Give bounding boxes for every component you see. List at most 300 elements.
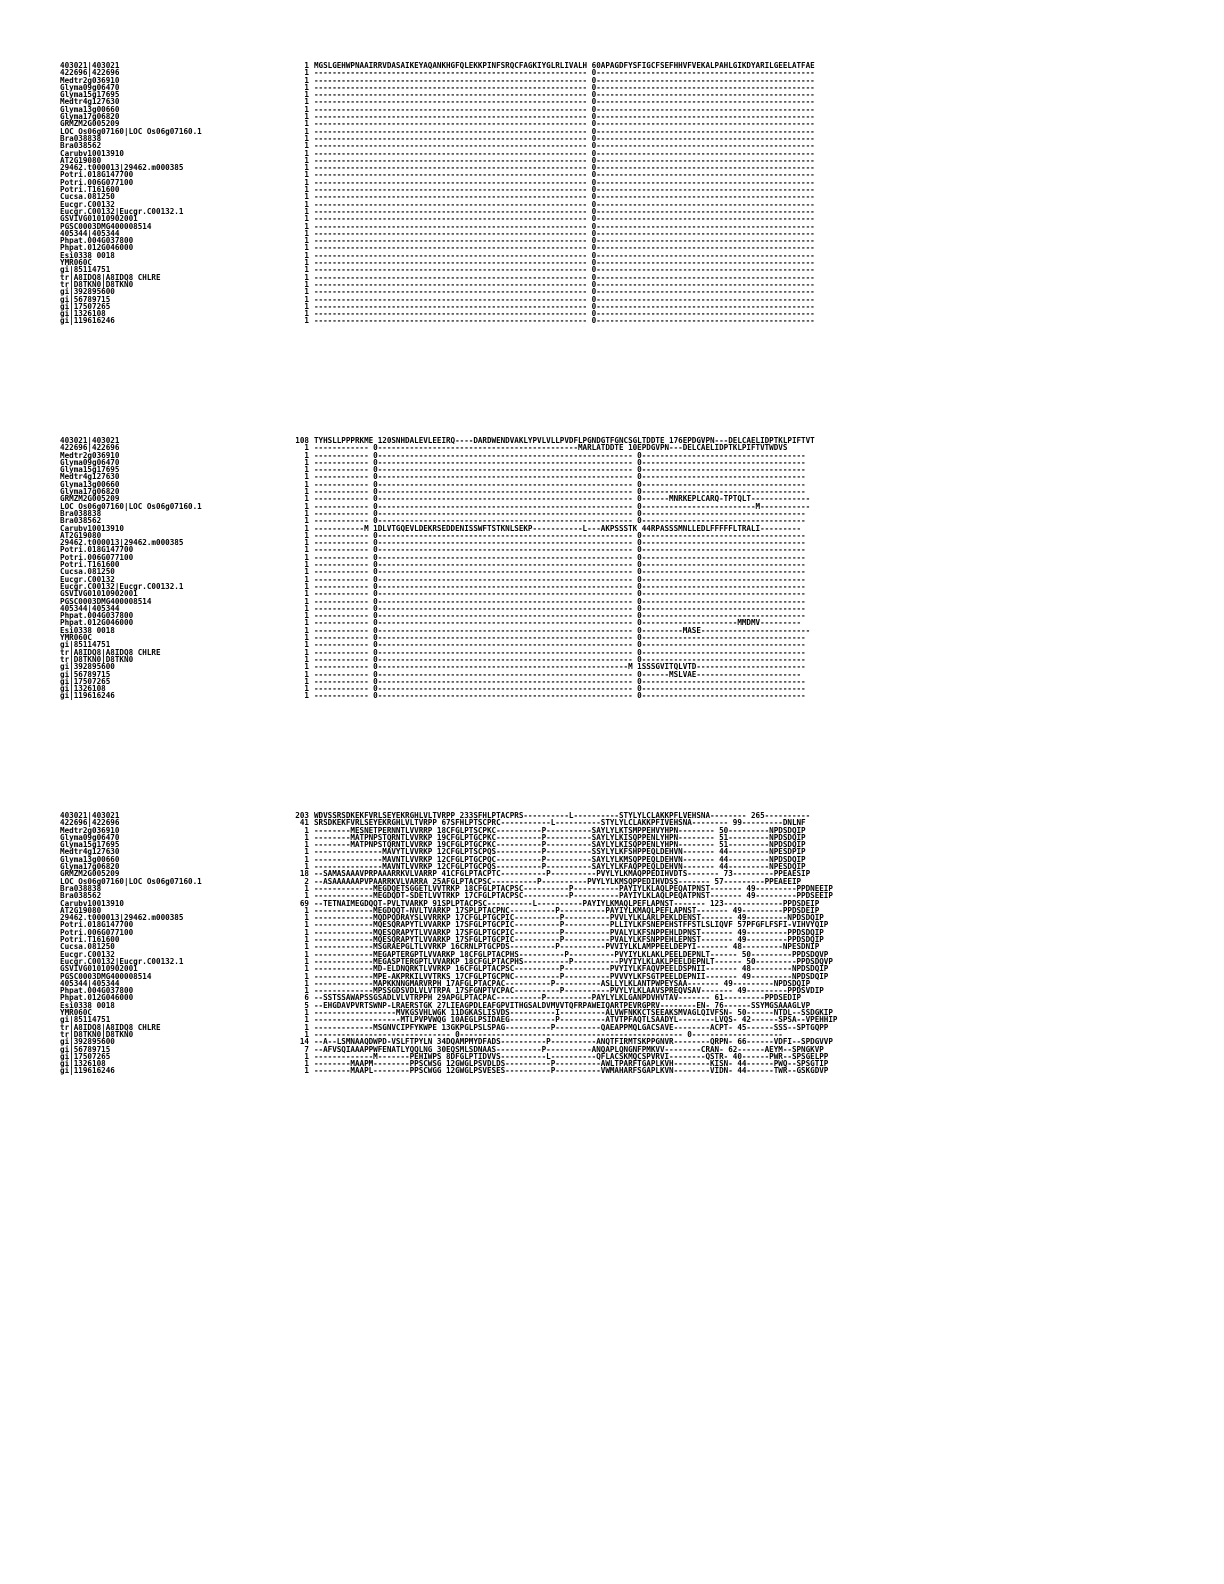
sequence-residues: ------------------MVKGSVHLWGK 11DGKASLISVDS----------I----------ALVWFNKKCTSEEAKSMVAGLQIVFSN- 50------NTDL--SSDGKIP	[314, 1008, 833, 1018]
start-position: 1	[304, 133, 309, 143]
start-position: 1	[304, 265, 309, 275]
start-position: 1	[304, 1022, 309, 1032]
sequence-name: Potri.006G077100	[60, 927, 134, 937]
sequence-name: Carubv10013910	[60, 523, 125, 533]
sequence-name: Medtr2g036910	[60, 75, 120, 85]
start-position: 5	[304, 1000, 309, 1010]
sequence-name: AT2G19080	[60, 155, 102, 165]
sequence-name: Glyma15g17695	[60, 90, 120, 100]
sequence-name: LOC Os06g07160|LOC Os06g07160.1	[60, 126, 202, 136]
sequence-residues: ---------------MAVNTLVVRKP 12CFGLPTGCPQS----------P----------SAYLYLKFAQPPEQLDEHVN------- 44---------NPESDQIP	[314, 862, 806, 872]
sequence-name: gi|392895600	[60, 1037, 115, 1047]
start-position: 1	[304, 1029, 309, 1039]
sequence-name: Phpat.004G037800	[60, 611, 134, 621]
sequence-residues: ------------------------------------------------------------ 0------------------------------------------------	[314, 294, 815, 304]
sequence-residues: ------------ 0-------------------------------------------------------- 0---------------------MMDMV---------	[314, 618, 802, 628]
start-position: 1	[304, 516, 309, 526]
sequence-residues: ------------ 0-------------------------------------------------------- 0------------------------------------	[314, 479, 806, 489]
start-position: 1	[304, 684, 309, 694]
start-position: 1	[304, 986, 309, 996]
sequence-name: 422696|422696	[60, 68, 120, 78]
start-position: 1	[304, 654, 309, 664]
sequence-name: gi|392895600	[60, 287, 115, 297]
start-position: 1	[304, 185, 309, 195]
sequence-residues: ------------------------------------------------------------ 0------------------------------------------------	[314, 192, 815, 202]
sequence-residues: ------------------------------------------------------------ 0------------------------------------------------	[314, 141, 815, 151]
sequence-name: Cucsa.081250	[60, 567, 115, 577]
start-position: 1	[304, 949, 309, 959]
start-position: 1	[304, 581, 309, 591]
sequence-residues: --------MESNETPERNNTLVVRRP 18CFGLPTSCPKC----------P----------SAYLYLKTSMPPEHVYHPN-------- 50---------NPDSDQIP	[314, 825, 806, 835]
sequence-residues: ------------------------------------------------------------ 0------------------------------------------------	[314, 119, 815, 129]
sequence-residues: --------MATPNPSTQRNTLVVRKP 19CFGLPTGCPKC----------P----------SAYLYLKISQPPENLYHPN-------- 51---------NPDSDQIP	[314, 840, 806, 850]
sequence-residues: TYHSLLPPPRKME 120SNHDALEVLEEIRQ----DARDWENDVAKLYPVLVLLPVDFLPGNDGTFGNCSGLTDDTE 176EPDGVPN---DELCAELIDPTKLPIFTVT	[314, 436, 815, 445]
sequence-residues: -------------MAPKKNNGMARVRPH 17AFGLPTACPAC----------P----------ASLLYLKLANTPWPEYSAA------- 49---------NPDSDQIP	[314, 978, 811, 988]
sequence-name: gi|17507265	[60, 301, 111, 311]
sequence-name: gi|85114751	[60, 265, 111, 275]
start-position: 1	[304, 443, 309, 453]
sequence-residues: ------------------------------------------------------------ 0------------------------------------------------	[314, 258, 815, 268]
start-position: 1	[304, 258, 309, 268]
start-position: 1	[304, 676, 309, 686]
sequence-residues: ------------------------------------------------------------ 0------------------------------------------------	[314, 221, 815, 231]
sequence-name: Medtr2g036910	[60, 825, 120, 835]
sequence-name: tr|A8IDQ8|A8IDQ8 CHLRE	[60, 1022, 161, 1032]
start-position: 1	[304, 163, 309, 173]
sequence-name: Carubv10013910	[60, 898, 125, 908]
sequence-name: Esi0338 0018	[60, 250, 115, 260]
sequence-residues: ------------------------------------------------------------ 0------------------------------------------------	[314, 133, 815, 143]
sequence-residues: ------------ 0-------------------------------------------------------- 0------------------------------------	[314, 684, 806, 694]
sequence-name: GRMZM2G005209	[60, 869, 120, 879]
sequence-residues: SRSDKEKFVRLSEYEKRGHLVLTVRPP 67SFHLPTSCPRC-----------L----------STYLYLCLAKKPFIVEHSNA-------- 99---------DNLNF	[314, 818, 806, 828]
sequence-name: gi|119616246	[60, 316, 115, 326]
sequence-residues: ------------ 0-------------------------------------------------------- 0------------------------------------	[314, 691, 806, 701]
sequence-name: Phpat.004G037800	[60, 236, 134, 246]
sequence-residues: ------------------------------------------------------------ 0------------------------------------------------	[314, 90, 815, 100]
start-position: 1	[304, 126, 309, 136]
start-position: 7	[304, 1044, 309, 1054]
sequence-name: Potri.006G077100	[60, 552, 134, 562]
alignment-row	[60, 692, 1085, 699]
start-position: 1	[304, 148, 309, 158]
sequence-name: LOC Os06g07160|LOC Os06g07160.1	[60, 876, 202, 886]
sequence-name: Glyma09g06470	[60, 832, 120, 842]
alignment-block	[60, 437, 1085, 700]
sequence-residues: -----------M 1DLVTGQEVLDEKRSEDDENISSWFTSTKNLSEKP-----------L---AKPSSSTK 44RPASSSMNLLEDLFFFFFLTRALI---------	[314, 523, 802, 533]
start-position: 1	[304, 90, 309, 100]
sequence-name: 405344|405344	[60, 603, 120, 613]
sequence-name: AT2G19080	[60, 905, 102, 915]
sequence-name: Eucgr.C00132	[60, 574, 115, 584]
sequence-residues: ------------------------------------------------------------ 0------------------------------------------------	[314, 104, 815, 114]
sequence-name: Potri.018G147700	[60, 920, 134, 930]
sequence-residues: -------------MQESQRAPYTLVVARKP 17SFGLPTGCPIC----------P----------PVALYLKFSNPPEHLDPNST------- 49---------PPDSDQIP	[314, 927, 824, 937]
sequence-name: gi|56789715	[60, 1044, 111, 1054]
start-position: 1	[304, 272, 309, 282]
start-position: 1	[304, 964, 309, 974]
start-position: 1	[304, 625, 309, 635]
start-position: 1	[304, 68, 309, 78]
sequence-residues: -------------MPE-AKPRKILVVTRKS 17CFGLPTGCPNC----------P----------PVVVYLKFSGTPEELDEPNII------- 49---------NPDSDQIP	[314, 971, 829, 981]
sequence-residues: ------------ 0-------------------------------------------------------- 0------------------------------------	[314, 611, 806, 621]
sequence-residues: ------------------------------------------------------------ 0------------------------------------------------	[314, 155, 815, 165]
sequence-residues: ------------------------------------------------------------ 0------------------------------------------------	[314, 228, 815, 238]
sequence-residues: ------------ 0-------------------------------------------------------- 0------------------------------------	[314, 647, 806, 657]
sequence-name: gi|1326108	[60, 1059, 106, 1069]
sequence-residues: WDVSSRSDKEKFVRLSEYEKRGHLVLTVRPP 233SFHLPTACPRS----------L----------STYLYLCLAKKPFLVEHSNA-------- 265----------	[314, 811, 811, 820]
sequence-residues: -------------MQESQRAPYTLVVARKP 17SFGLPTGCPIC----------P----------PVALYLKFSNPPEHLEPNST------- 49---------PPDSDQIP	[314, 935, 824, 945]
sequence-name: Glyma17g06820	[60, 112, 120, 122]
start-position: 1	[304, 112, 309, 122]
sequence-name: Medtr4g127630	[60, 472, 120, 482]
start-position: 1	[304, 221, 309, 231]
start-position: 1	[304, 596, 309, 606]
sequence-residues: ------------------------------------------------------------ 0------------------------------------------------	[314, 185, 815, 195]
sequence-residues: ------------------------------------------------------------ 0------------------------------------------------	[314, 301, 815, 311]
sequence-name: Medtr4g127630	[60, 97, 120, 107]
sequence-name: Bra038562	[60, 516, 102, 526]
sequence-residues: --------MAAPL--------PPSCWGG 12GWGLPSVESES----------P----------VWMAHARFSGAPLKVN--------VIDN- 44------TWR--GSKGDVP	[314, 1066, 829, 1076]
sequence-residues: ------------ 0-------------------------------------------------------- 0------------------------------------	[314, 545, 806, 555]
sequence-name: YMR060C	[60, 633, 93, 643]
sequence-residues: --EHGDAVPVRTSWNP-LRAERSTGK 27LIEAGPDLEAFGPVITHGSALDVMVVTQFRPAWEIQARTPEVRGPRV--------EN- 76------SSYMGSAAAGLVP	[314, 1000, 811, 1010]
start-position: 1	[304, 472, 309, 482]
sequence-residues: ------------ 0-------------------------------------------------------- 0------MNRKEPLCARQ-TPTQLT-------------	[314, 494, 811, 504]
sequence-residues: ------------ 0-------------------------------------------------------- 0------------------------------------	[314, 508, 806, 518]
start-position: 1	[304, 465, 309, 475]
start-position: 1	[304, 1059, 309, 1069]
sequence-residues: ------------ 0-------------------------------------------------------- 0------MSLVAE-----------------------	[314, 669, 802, 679]
start-position: 1	[304, 309, 309, 319]
sequence-residues: --------MAAPM--------PPSCWSG 12GWGLPSVDLDS----------P----------AWLTPARFTGAPLKVH--------KISN- 44------PWQ--SPSGTIP	[314, 1059, 829, 1069]
sequence-name: PGSC0003DMG400008514	[60, 971, 152, 981]
sequence-residues: ------------------------------------------------------------ 0------------------------------------------------	[314, 199, 815, 209]
start-position: 1	[304, 119, 309, 129]
start-position: 69	[299, 898, 309, 908]
sequence-name: tr|A8IDQ8|A8IDQ8 CHLRE	[60, 272, 161, 282]
sequence-residues: ---------------MAVYTLVVRKP 12CFGLPTSCPQS----------P----------SSYLYLKFSHPPEQLDEHVN------- 44---------NPESDPIP	[314, 847, 806, 857]
sequence-name: GRMZM2G005209	[60, 119, 120, 129]
start-position: 1	[304, 971, 309, 981]
sequence-name: Medtr2g036910	[60, 450, 120, 460]
sequence-name: gi|17507265	[60, 676, 111, 686]
sequence-residues: --------MATPNPSTQRNTLVVRKP 19CFGLPTGCPKC----------P----------SAYLYLKISQPPENLYHPN-------- 51---------NPDSDQIP	[314, 832, 806, 842]
sequence-name: Eucgr.C00132	[60, 949, 115, 959]
sequence-name: gi|1326108	[60, 684, 106, 694]
start-position: 1	[304, 840, 309, 850]
sequence-residues: ------------ 0-------------------------------------------------------- 0------------------------------------	[314, 581, 806, 591]
start-position: 1	[304, 82, 309, 92]
sequence-residues: ------------------------------ 0------------------------------------------------- 0--------------------	[314, 1029, 783, 1039]
start-position: 1	[304, 479, 309, 489]
sequence-residues: --SSTSSAWAPSSGSADLVLVTRPPH 29APGLPTACPAC----------P----------PAYLYLKLGANPDVHVTAV------- 61---------PPDSEDIP	[314, 993, 802, 1003]
sequence-residues: ------------ 0-------------------------------------------------------- 0------------------------------------	[314, 472, 806, 482]
start-position: 1	[304, 669, 309, 679]
sequence-residues: --A--LSMNAAQDWPD-VSLFTPYLN 34DQAMPMYDFADS----------P----------ANQTFIRMTSKPPGNVR--------QRPN- 66------VDFI--SPDGVVP	[314, 1037, 833, 1047]
start-position: 1	[304, 294, 309, 304]
start-position: 41	[299, 818, 309, 828]
alignment-block	[60, 812, 1085, 1075]
sequence-name: Potri.006G077100	[60, 177, 134, 187]
sequence-residues: --SAMASAAAVPRPAAARRKVLVARRP 41CFGLPTACPTC----------P----------PVYLYLKMAQPPEDIHVDTS------- 73---------PPEAESIP	[314, 869, 811, 879]
start-position: 1	[304, 199, 309, 209]
start-position: 2	[304, 876, 309, 886]
start-position: 1	[304, 206, 309, 216]
sequence-residues: --AFVSQIAAAPPWFENATLYQQLNG 30EQSMLSDNAAS----------P----------ANQAPLQNGNFPMKVV--------CRAN- 62------AEYM--SPNGKVP	[314, 1044, 824, 1054]
start-position: 1	[304, 301, 309, 311]
start-position: 1	[304, 155, 309, 165]
sequence-name: 422696|422696	[60, 443, 120, 453]
start-position: 1	[304, 691, 309, 701]
sequence-residues: MGSLGEHWPNAAIRRVDASAIKEYAQANKHGFQLEKKPINFSRQCFAGKIYGLRLIVALH 60APAGDFYSFIGCFSEFHHVFVEKALPAHLGIKDYARILGEELATFAE	[314, 61, 815, 70]
sequence-name: Glyma15g17695	[60, 465, 120, 475]
sequence-name: Esi0338 0018	[60, 1000, 115, 1010]
start-position: 1	[304, 170, 309, 180]
start-position: 1	[304, 825, 309, 835]
start-position: 1	[304, 854, 309, 864]
sequence-name: Glyma17g06820	[60, 487, 120, 497]
start-position: 1	[304, 567, 309, 577]
sequence-residues: ------------ 0--------------------------------------------MARLATDDTE 10EPDGVPN---DELCAELIDPTKLPIFTVTWDVS	[314, 443, 788, 453]
start-position: 1	[304, 228, 309, 238]
sequence-name: Phpat.012G046000	[60, 618, 134, 628]
start-position: 1	[304, 450, 309, 460]
start-position: 1	[304, 530, 309, 540]
alignment-row	[60, 1067, 1085, 1074]
sequence-name: Eucgr.C00132	[60, 199, 115, 209]
start-position: 1	[304, 141, 309, 151]
sequence-name: Glyma17g06820	[60, 862, 120, 872]
sequence-name: tr|A8IDQ8|A8IDQ8 CHLRE	[60, 647, 161, 657]
alignment-block	[60, 62, 1085, 325]
start-position: 1	[304, 847, 309, 857]
sequence-residues: -------------MSGNVCIPFYKWPE 13GKPGLPSLSPAG----------P----------QAEAPPMQLGACSAVE--------ACPT- 45------SSS--SPTGQPP	[314, 1022, 829, 1032]
sequence-name: gi|17507265	[60, 1051, 111, 1061]
sequence-residues: ------------ 0-------------------------------------------------------- 0------------------------------------	[314, 633, 806, 643]
sequence-residues: ------------------------------------------------------------ 0------------------------------------------------	[314, 75, 815, 85]
sequence-name: GSVIVG01010902001	[60, 964, 138, 974]
start-position: 1	[304, 862, 309, 872]
sequence-residues: ------------------------------------------------------------ 0------------------------------------------------	[314, 163, 815, 173]
start-position: 1	[304, 927, 309, 937]
sequence-residues: ------------------------------------------------------------ 0------------------------------------------------	[314, 112, 815, 122]
start-position: 1	[304, 956, 309, 966]
sequence-name: gi|1326108	[60, 309, 106, 319]
start-position: 1	[304, 545, 309, 555]
sequence-name: GRMZM2G005209	[60, 494, 120, 504]
sequence-name: Bra038562	[60, 141, 102, 151]
sequence-residues: ------------------------------------------------------------ 0------------------------------------------------	[314, 287, 815, 297]
sequence-residues: ------------ 0-------------------------------------------------------- 0------------------------------------	[314, 457, 806, 467]
sequence-name: gi|392895600	[60, 662, 115, 672]
sequence-name: 403021|403021	[60, 61, 120, 70]
start-position: 1	[304, 913, 309, 923]
sequence-residues: -------------MQDPQDRAYSLVVRRKP 17CFGLPTGCPIC----------P----------PVVLYLKLARLPEKLDENST------- 49---------NPDSDQIP	[314, 913, 824, 923]
sequence-residues: ------------------------------------------------------------ 0------------------------------------------------	[314, 82, 815, 92]
sequence-residues: ------------------------------------------------------------ 0------------------------------------------------	[314, 148, 815, 158]
sequence-residues: -------------MEGDQETSGGETLVVTRKP 18CFGLPTACPSC----------P----------PAYIYLKLAQLPEQATPNST------- 49---------PPDNEEIP	[314, 883, 833, 893]
sequence-residues: -------------M-------PEHIWPS 8DFGLPTIDVVS----------L----------QFLACSKMQCSPVRVI--------QSTR- 40------PWR--SPSGELPP	[314, 1051, 829, 1061]
start-position: 1	[304, 942, 309, 952]
sequence-name: Phpat.004G037800	[60, 986, 134, 996]
start-position: 1	[304, 501, 309, 511]
sequence-name: YMR060C	[60, 1008, 93, 1018]
sequence-name: gi|85114751	[60, 640, 111, 650]
start-position: 1	[304, 920, 309, 930]
start-position: 1	[304, 487, 309, 497]
sequence-residues: ------------------------------------------------------------ 0------------------------------------------------	[314, 97, 815, 107]
sequence-name: 405344|405344	[60, 228, 120, 238]
start-position: 1	[304, 603, 309, 613]
sequence-name: Glyma09g06470	[60, 457, 120, 467]
sequence-name: GSVIVG01010902001	[60, 214, 138, 224]
start-position: 1	[304, 891, 309, 901]
sequence-name: Potri.T161600	[60, 560, 120, 570]
sequence-name: YMR060C	[60, 258, 93, 268]
sequence-residues: ------------------------------------------------------------ 0------------------------------------------------	[314, 214, 815, 224]
sequence-residues: ------------------------------------------------------------ 0------------------------------------------------	[314, 272, 815, 282]
sequence-residues: ------------------------------------------------------------ 0------------------------------------------------	[314, 126, 815, 136]
sequence-residues: ---------------MAVNTLVVRKP 12CFGLPTGCPQC----------P----------SAYLYLKMSQPPEQLDEHVN------- 44---------NPDSDQIP	[314, 854, 806, 864]
sequence-residues: ------------ 0-------------------------------------------------------M 1SSSGVITQLVTD------------------------	[314, 662, 806, 672]
sequence-residues: ------------------------------------------------------------ 0------------------------------------------------	[314, 309, 815, 319]
sequence-residues: --ASAAAAAAPVPAARRKVLVARRA 25AFGLPTACPSC----------P----------PVYLYLKMSQPPEDIHVDSS------- 57---------PPEAEEIP	[314, 876, 802, 886]
sequence-name: Bra038838	[60, 883, 102, 893]
sequence-name: Bra038838	[60, 508, 102, 518]
sequence-residues: ------------ 0-------------------------------------------------------- 0------------------------------------	[314, 589, 806, 599]
sequence-residues: ------------ 0-------------------------------------------------------- 0------------------------------------	[314, 654, 806, 664]
start-position: 1	[304, 1015, 309, 1025]
start-position: 1	[304, 523, 309, 533]
sequence-name: Phpat.012G046000	[60, 243, 134, 253]
sequence-name: 403021|403021	[60, 436, 120, 445]
sequence-name: gi|85114751	[60, 1015, 111, 1025]
sequence-name: gi|56789715	[60, 294, 111, 304]
start-position: 1	[304, 494, 309, 504]
start-position: 1	[304, 1008, 309, 1018]
start-position: 1	[304, 647, 309, 657]
start-position: 1	[304, 104, 309, 114]
sequence-residues: ------------------------------------------------------------ 0------------------------------------------------	[314, 279, 815, 289]
sequence-name: Glyma13g00660	[60, 479, 120, 489]
sequence-residues: ------------------------------------------------------------ 0------------------------------------------------	[314, 68, 815, 78]
sequence-name: Phpat.012G046000	[60, 993, 134, 1003]
sequence-name: Potri.018G147700	[60, 545, 134, 555]
sequence-residues: -------------MEGAPTERGPTLVVARKP 18CFGLPTACPHS----------P----------PVYIYLKLAKLPEELDEPNLT------ 50---------PPDSDQVP	[314, 949, 829, 959]
sequence-name: PGSC0003DMG400008514	[60, 596, 152, 606]
start-position: 1	[304, 316, 309, 326]
sequence-name: gi|56789715	[60, 669, 111, 679]
start-position: 108	[295, 436, 309, 445]
start-position: 1	[304, 574, 309, 584]
start-position: 1	[304, 236, 309, 246]
sequence-name: Bra038838	[60, 133, 102, 143]
alignment-row	[60, 317, 1085, 324]
sequence-residues: -------------------MTLPVPVWQG 10AEGLPSIDAEG----------P----------ATVTPFAQTLSAADYL--------LVQS- 42------SPSA--VPEHHIP	[314, 1015, 838, 1025]
sequence-residues: ------------------------------------------------------------ 0------------------------------------------------	[314, 250, 815, 260]
sequence-residues: ------------ 0-------------------------------------------------------- 0------------------------------------	[314, 603, 806, 613]
start-position: 1	[304, 1066, 309, 1076]
sequence-residues: ------------------------------------------------------------ 0------------------------------------------------	[314, 206, 815, 216]
sequence-name: 29462.t000013|29462.m000385	[60, 913, 184, 923]
sequence-residues: ------------------------------------------------------------ 0------------------------------------------------	[314, 236, 815, 246]
sequence-residues: ------------ 0-------------------------------------------------------- 0------------------------------------	[314, 567, 806, 577]
start-position: 1	[304, 538, 309, 548]
sequence-name: GSVIVG01010902001	[60, 589, 138, 599]
sequence-residues: ------------ 0-------------------------------------------------------- 0------------------------------------	[314, 676, 806, 686]
sequence-name: 422696|422696	[60, 818, 120, 828]
start-position: 1	[304, 457, 309, 467]
sequence-residues: ------------ 0-------------------------------------------------------- 0------------------------------------	[314, 560, 806, 570]
sequence-name: Eucgr.C00132|Eucgr.C00132.1	[60, 581, 184, 591]
start-position: 1	[304, 279, 309, 289]
sequence-name: Glyma15g17695	[60, 840, 120, 850]
sequence-name: tr|D8TKN0|D8TKN0	[60, 279, 134, 289]
sequence-residues: ------------ 0-------------------------------------------------------- 0------------------------------------	[314, 530, 806, 540]
sequence-name: Bra038562	[60, 891, 102, 901]
sequence-name: 29462.t000013|29462.m000385	[60, 538, 184, 548]
sequence-name: Potri.T161600	[60, 185, 120, 195]
start-position: 1	[304, 75, 309, 85]
start-position: 1	[304, 250, 309, 260]
sequence-residues: ------------ 0-------------------------------------------------------- 0------------------------------------	[314, 465, 806, 475]
sequence-name: tr|D8TKN0|D8TKN0	[60, 654, 134, 664]
start-position: 1	[304, 61, 309, 70]
sequence-name: 403021|403021	[60, 811, 120, 820]
sequence-residues: ------------ 0-------------------------------------------------------- 0------------------------------------	[314, 450, 806, 460]
start-position: 1	[304, 1051, 309, 1061]
start-position: 1	[304, 192, 309, 202]
sequence-name: AT2G19080	[60, 530, 102, 540]
sequence-residues: ------------------------------------------------------------ 0------------------------------------------------	[314, 243, 815, 253]
start-position: 1	[304, 214, 309, 224]
sequence-name: PGSC0003DMG400008514	[60, 221, 152, 231]
sequence-residues: ------------------------------------------------------------ 0------------------------------------------------	[314, 177, 815, 187]
start-position: 1	[304, 508, 309, 518]
start-position: 18	[299, 869, 309, 879]
sequence-residues: ------------ 0-------------------------------------------------------- 0------------------------------------	[314, 640, 806, 650]
sequence-residues: -------------MEGDQQT-NVLTVARKP 17SPLPTACPNC----------P----------PAYIYLKMAQLPEFLAPNST------- 49---------PPDSDEIP	[314, 905, 820, 915]
sequence-name: Cucsa.081250	[60, 192, 115, 202]
start-position: 1	[304, 832, 309, 842]
start-position: 1	[304, 935, 309, 945]
start-position: 1	[304, 640, 309, 650]
sequence-residues: -------------MEGDQDT-SDETLVVTRKP 17CFGLPTACPSC----------P----------PAYIYLKLAQLPEQATPNST------- 49---------PPDSEEIP	[314, 891, 833, 901]
start-position: 1	[304, 883, 309, 893]
sequence-name: Glyma09g06470	[60, 82, 120, 92]
start-position: 1	[304, 97, 309, 107]
start-position: 1	[304, 905, 309, 915]
sequence-name: Eucgr.C00132|Eucgr.C00132.1	[60, 206, 184, 216]
sequence-residues: ------------ 0-------------------------------------------------------- 0------------------------------------	[314, 574, 806, 584]
sequence-residues: ------------ 0-------------------------------------------------------- 0------------------------------------	[314, 596, 806, 606]
sequence-residues: -------------MQESQRAPYTLVVARKP 17SFGLPTGCPIC----------P----------PLLIYLKFSNEPEHSTFFSTLSLIQVF 57PFGFLFSFI-VIHVYQIP	[314, 920, 829, 930]
sequence-name: Medtr4g127630	[60, 847, 120, 857]
sequence-residues: -------------MEGASPTERGPTLVVARKP 18CFGLPTACPHS----------P----------PVYIYLKLAKLPEELDEPNLT------ 50---------PPDSDQVP	[314, 956, 833, 966]
sequence-residues: ------------ 0-------------------------------------------------------- 0---------MASE------------------------	[314, 625, 811, 635]
start-position: 1	[304, 177, 309, 187]
start-position: 14	[299, 1037, 309, 1047]
sequence-name: Esi0338 0018	[60, 625, 115, 635]
sequence-name: Cucsa.081250	[60, 942, 115, 952]
sequence-residues: -------------MD-ELDNQRKTLVVRKP 16CFGLPTACPSC----------P----------PVYIYLKFAQVPEELDSPNII------- 48---------NPDSDQIP	[314, 964, 829, 974]
sequence-residues: ------------------------------------------------------------ 0------------------------------------------------	[314, 170, 815, 180]
sequence-name: gi|119616246	[60, 691, 115, 701]
start-position: 1	[304, 552, 309, 562]
start-position: 1	[304, 287, 309, 297]
sequence-name: Carubv10013910	[60, 148, 125, 158]
